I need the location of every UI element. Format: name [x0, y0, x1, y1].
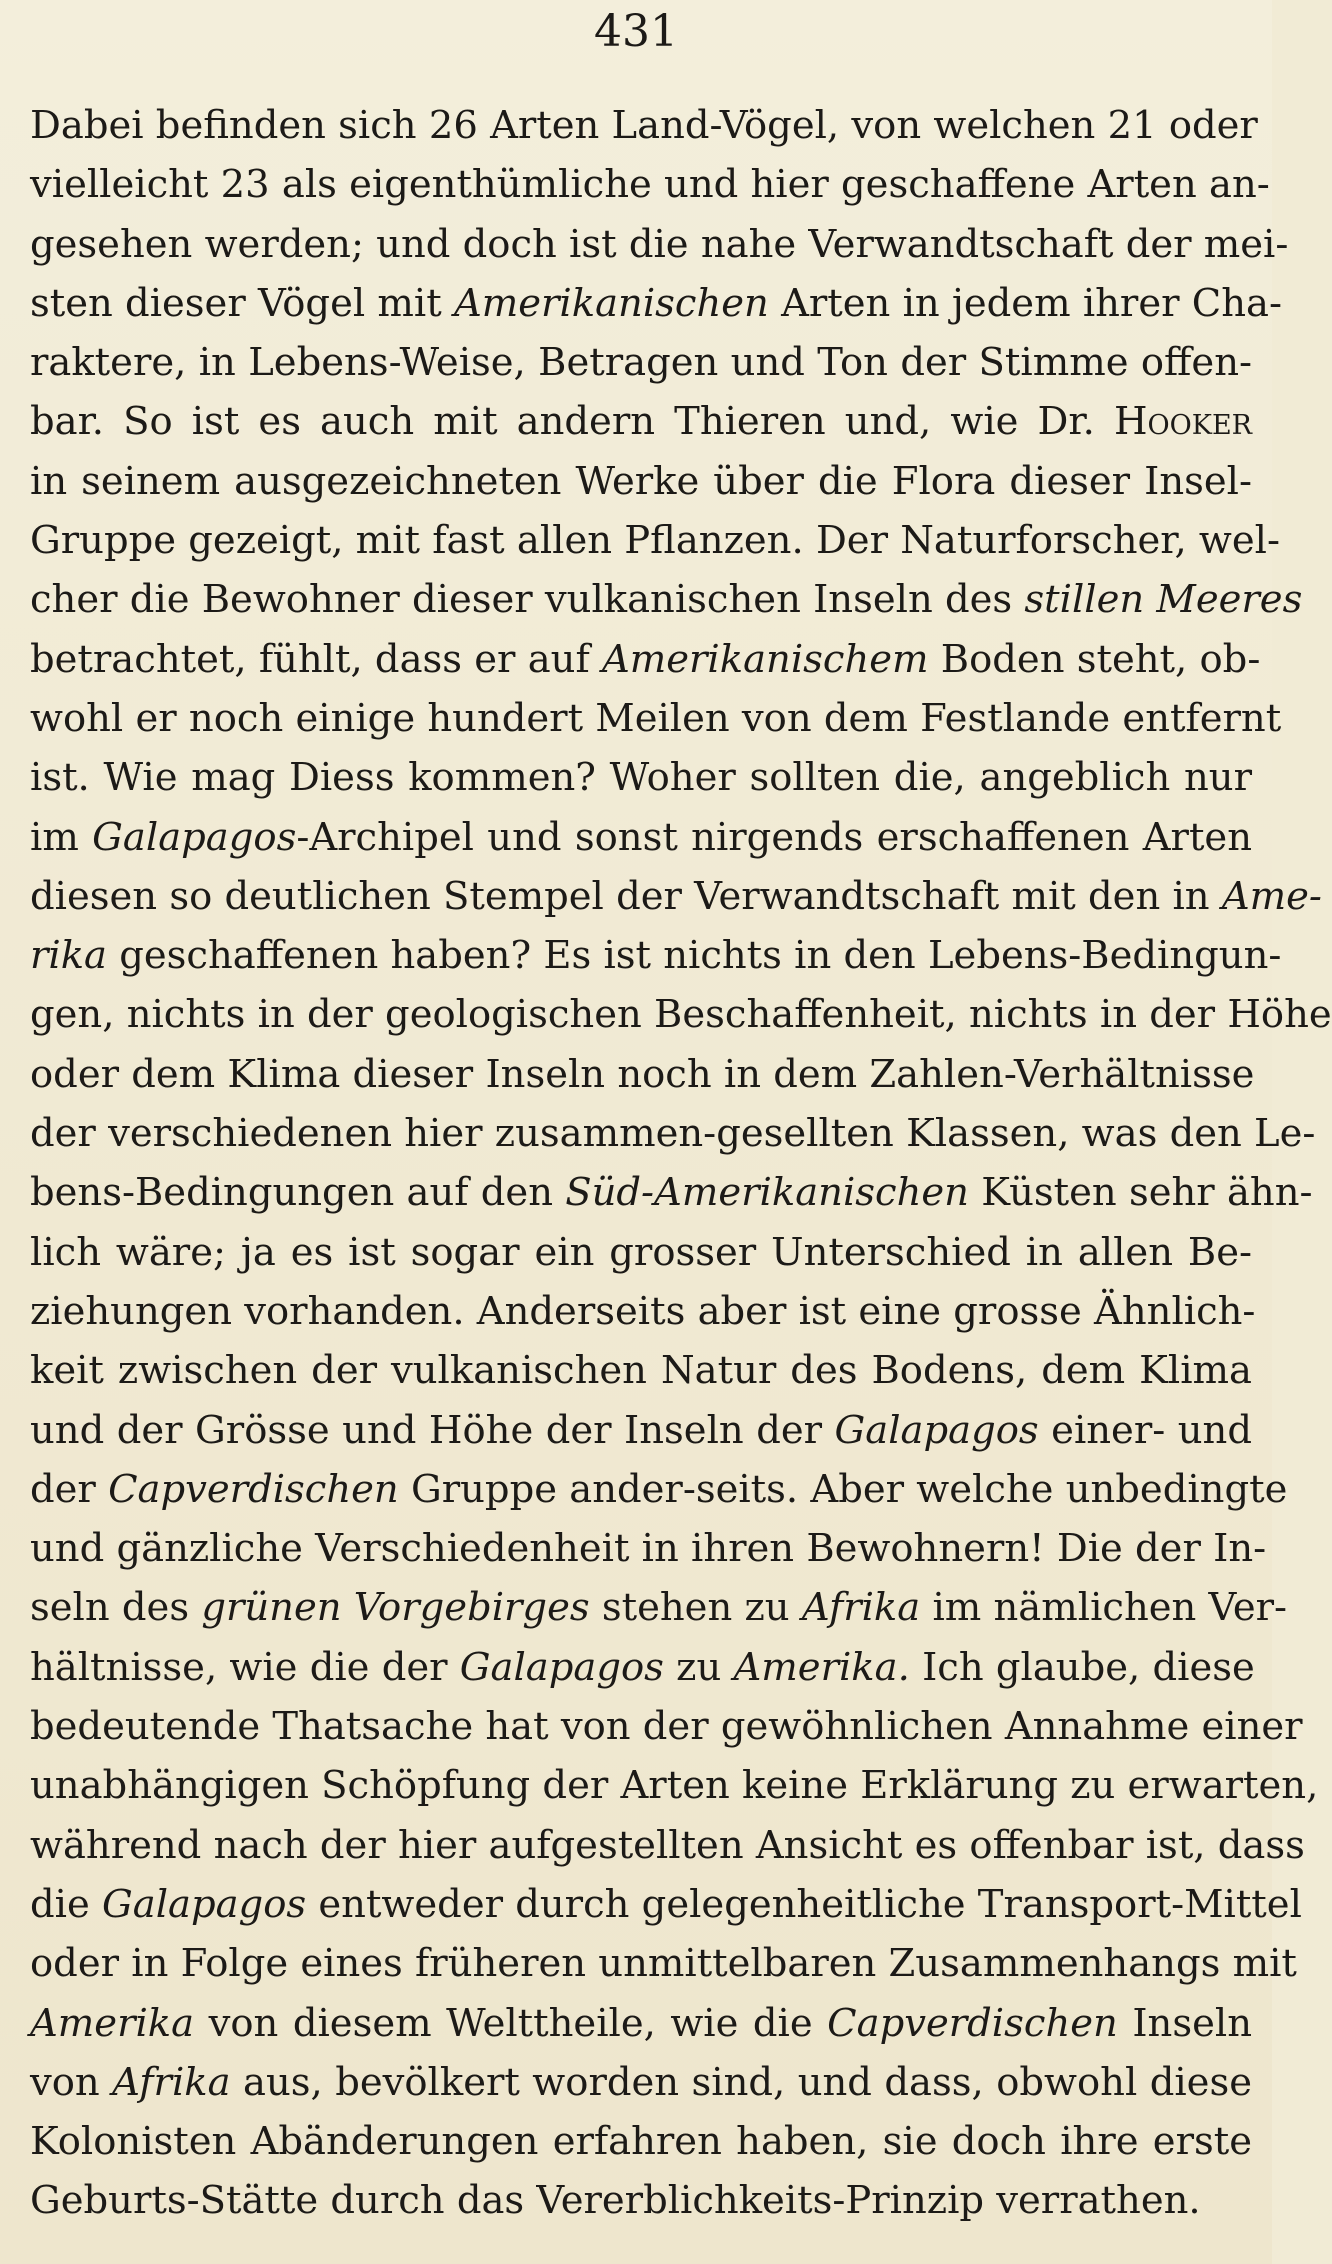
text-line: [30, 215, 1289, 274]
italic-term: Afrika: [801, 1585, 921, 1631]
text-line: [30, 1519, 1267, 1578]
text-line: [30, 630, 1261, 689]
text-run: zu: [663, 1644, 734, 1690]
text-run: hältnisse, wie die der: [30, 1644, 460, 1690]
text-run: im nämlichen Ver-: [920, 1585, 1288, 1631]
text-run: Inseln: [1117, 2000, 1252, 2046]
text-run: bens-Bedingungen auf den: [30, 1170, 566, 1216]
small-caps-name: Hooker: [1113, 399, 1252, 445]
text-run: oder in Folge eines früheren unmittelbaren Zusammenhangs mit: [30, 1941, 1297, 1987]
text-line: [30, 748, 1252, 807]
italic-term: Capverdischen: [108, 1466, 399, 1512]
text-run: seln des: [30, 1585, 202, 1631]
italic-term: Süd-Amerikanischen: [565, 1170, 969, 1216]
italic-term: rika: [30, 933, 107, 979]
text-line: [30, 570, 1303, 629]
italic-term: Galapagos: [834, 1407, 1039, 1453]
text-run: unabhängigen Schöpfung der Arten keine Erklärung zu erwarten,: [30, 1763, 1319, 1809]
text-line: [30, 1045, 1255, 1104]
italic-term: stillen Meeres: [1024, 577, 1303, 623]
text-line: [30, 1934, 1297, 1993]
text-line: [30, 689, 1282, 748]
text-line: [30, 1163, 1313, 1222]
text-line: [30, 333, 1252, 392]
text-line: [30, 1401, 1252, 1460]
italic-term: Amerikanischem: [601, 636, 929, 682]
text-line: [30, 985, 1332, 1044]
text-run: wohl er noch einige hundert Meilen von dem Festlande entfernt: [30, 695, 1282, 741]
text-run: keit zwischen der vulkanischen Natur des Bodens, dem Klima: [30, 1348, 1252, 1394]
text-run: Kolonisten Abänderungen erfahren haben, sie doch ihre erste: [30, 2119, 1252, 2165]
text-line: [30, 808, 1252, 867]
italic-term: grünen Vorgebirges: [201, 1585, 590, 1631]
text-line: [30, 926, 1282, 985]
text-line: [30, 1756, 1319, 1815]
text-run: geschaffenen haben? Es ist nichts in den Lebens-Bedingun-: [107, 933, 1282, 979]
text-run: von diesem Welttheile, wie die: [194, 2000, 828, 2046]
text-run: gesehen werden; und doch ist die nahe Verwandtschaft der mei-: [30, 221, 1289, 267]
italic-term: Amerika: [30, 2000, 195, 2046]
text-run: gen, nichts in der geologischen Beschaffenheit, nichts in der Höhe: [30, 992, 1332, 1038]
italic-term: Galapagos: [101, 1881, 307, 1927]
text-run: oder dem Klima dieser Inseln noch in dem Zahlen-Verhältnisse: [30, 1051, 1255, 1097]
text-line: [30, 1460, 1288, 1519]
text-line: [30, 867, 1322, 926]
italic-term: Amerika.: [733, 1644, 910, 1690]
text-line: [30, 2053, 1252, 2112]
text-run: cher die Bewohner dieser vulkanischen Inseln des: [30, 577, 1025, 623]
text-run: entweder durch gelegenheitliche Transport-Mittel: [306, 1881, 1302, 1927]
text-run: und der Grösse und Höhe der Inseln der: [30, 1407, 835, 1453]
text-line: [30, 1282, 1256, 1341]
text-run: Küsten sehr ähn-: [968, 1170, 1313, 1216]
text-line: [30, 1104, 1316, 1163]
text-run: Ich glaube, diese: [909, 1644, 1255, 1690]
italic-term: Ame-: [1221, 873, 1322, 919]
text-line: [30, 511, 1280, 570]
text-run: in seinem ausgezeichneten Werke über die Flora dieser Insel-: [30, 458, 1252, 504]
text-run: im: [30, 814, 93, 860]
text-run: Gruppe ander-seits. Aber welche unbedingte: [398, 1466, 1288, 1512]
text-run: diesen so deutlichen Stempel der Verwandtschaft mit den in: [30, 873, 1222, 919]
text-run: bar. So ist es auch mit andern Thieren und, wie Dr.: [30, 399, 1114, 445]
text-run: Dabei befinden sich 26 Arten Land-Vögel, von welchen 21 oder: [30, 103, 1258, 148]
text-run: ist. Wie mag Diess kommen? Woher sollten die, angeblich nur: [30, 755, 1252, 801]
italic-term: Galapagos: [92, 814, 297, 860]
text-line: [30, 2171, 1252, 2230]
text-line: [30, 1638, 1255, 1697]
text-line: [30, 1816, 1305, 1875]
italic-term: Capverdischen: [827, 2000, 1118, 2046]
text-line: [30, 96, 1258, 155]
text-line: [30, 1341, 1252, 1400]
text-run: lich wäre; ja es ist sogar ein grosser Unterschied in allen Be-: [30, 1229, 1252, 1275]
body-text: [30, 96, 1332, 2231]
text-run: und gänzliche Verschiedenheit in ihren Bewohnern! Die der In-: [30, 1526, 1267, 1572]
text-line: [30, 1697, 1303, 1756]
text-run: Gruppe gezeigt, mit fast allen Pflanzen. Der Naturforscher, wel-: [30, 518, 1280, 564]
text-run: einer- und: [1038, 1407, 1252, 1453]
italic-term: Galapagos: [459, 1644, 664, 1690]
text-line: [30, 1223, 1252, 1282]
text-line: [30, 2112, 1252, 2171]
text-line: [30, 1578, 1288, 1637]
text-run: von: [30, 2059, 113, 2105]
text-line: [30, 1875, 1302, 1934]
text-run: der verschiedenen hier zusammen-gesellten Klassen, was den Le-: [30, 1111, 1316, 1157]
text-run: bedeutende Thatsache hat von der gewöhnlichen Annahme einer: [30, 1704, 1303, 1750]
page-number: 431: [594, 6, 678, 57]
text-run: betrachtet, fühlt, dass er auf: [30, 636, 602, 682]
text-run: der: [30, 1466, 109, 1512]
text-run: ziehungen vorhanden. Anderseits aber ist eine grosse Ähnlich-: [30, 1288, 1256, 1334]
italic-term: Afrika: [112, 2059, 231, 2105]
text-line: [30, 452, 1252, 511]
text-run: vielleicht 23 als eigenthümliche und hier geschaffene Arten an-: [30, 162, 1270, 208]
italic-term: Amerikanischen: [453, 280, 769, 326]
text-run: -Archipel und sonst nirgends erschaffenen Arten: [296, 814, 1253, 860]
text-run: während nach der hier aufgestellten Ansicht es offenbar ist, dass: [30, 1822, 1305, 1868]
text-line: [30, 274, 1282, 333]
text-run: Geburts-Stätte durch das Vererblichkeits-Prinzip verrathen.: [30, 2178, 1201, 2224]
text-run: raktere, in Lebens-Weise, Betragen und Ton der Stimme offen-: [30, 340, 1252, 386]
text-line: [30, 155, 1270, 214]
text-run: stehen zu: [589, 1585, 802, 1631]
text-run: Arten in jedem ihrer Cha-: [768, 280, 1282, 326]
text-run: die: [30, 1881, 102, 1927]
text-run: sten dieser Vögel mit: [30, 280, 454, 326]
text-run: Boden steht, ob-: [928, 636, 1261, 682]
text-line: [30, 392, 1252, 451]
text-run: aus, bevölkert worden sind, und dass, obwohl diese: [230, 2059, 1252, 2105]
text-line: [30, 1994, 1252, 2053]
